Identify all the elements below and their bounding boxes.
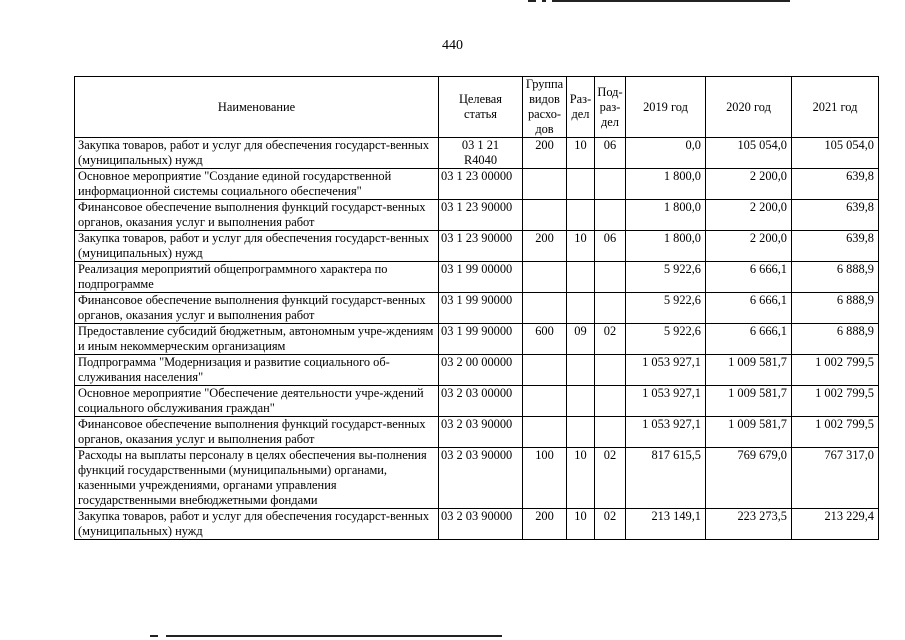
cell-name: Реализация мероприятий общепрограммного характера по подпрограмме bbox=[75, 262, 439, 293]
cell-2020: 1 009 581,7 bbox=[706, 386, 792, 417]
cell-target-text: 03 1 21 R4040 bbox=[461, 138, 500, 167]
cell-2020: 1 009 581,7 bbox=[706, 355, 792, 386]
header-2020: 2020 год bbox=[706, 77, 792, 138]
cell-2021: 639,8 bbox=[792, 169, 879, 200]
cell-2019: 1 053 927,1 bbox=[626, 417, 706, 448]
header-section: Раз-дел bbox=[567, 77, 595, 138]
header-subsection: Под-раз-дел bbox=[595, 77, 626, 138]
cell-subsection: 06 bbox=[595, 231, 626, 262]
cell-group: 200 bbox=[523, 509, 567, 540]
cell-2021: 1 002 799,5 bbox=[792, 355, 879, 386]
cell-2020: 1 009 581,7 bbox=[706, 417, 792, 448]
cell-subsection bbox=[595, 386, 626, 417]
table-row bbox=[75, 138, 879, 169]
cell-2019: 1 800,0 bbox=[626, 231, 706, 262]
table-row bbox=[75, 200, 879, 231]
cell-2019: 5 922,6 bbox=[626, 293, 706, 324]
cell-subsection: 02 bbox=[595, 509, 626, 540]
table-row bbox=[75, 231, 879, 262]
table-row bbox=[75, 386, 879, 417]
cell-2021: 639,8 bbox=[792, 231, 879, 262]
cell-target bbox=[439, 138, 523, 169]
table-row bbox=[75, 355, 879, 386]
cell-target: 03 2 03 90000 bbox=[439, 509, 523, 540]
cell-2021: 6 888,9 bbox=[792, 293, 879, 324]
cell-group: 200 bbox=[523, 138, 567, 169]
header-name: Наименование bbox=[75, 77, 439, 138]
cell-subsection bbox=[595, 169, 626, 200]
cell-section: 10 bbox=[567, 509, 595, 540]
cell-subsection bbox=[595, 293, 626, 324]
cell-group bbox=[523, 293, 567, 324]
cell-section bbox=[567, 200, 595, 231]
cell-target: 03 1 99 00000 bbox=[439, 262, 523, 293]
cell-2019: 817 615,5 bbox=[626, 448, 706, 509]
cell-2021: 767 317,0 bbox=[792, 448, 879, 509]
cell-target: 03 1 23 90000 bbox=[439, 200, 523, 231]
cell-target: 03 2 00 00000 bbox=[439, 355, 523, 386]
cell-target: 03 1 23 90000 bbox=[439, 231, 523, 262]
cell-subsection bbox=[595, 355, 626, 386]
bottom-edge-line bbox=[150, 635, 502, 637]
cell-target: 03 1 99 90000 bbox=[439, 293, 523, 324]
cell-group bbox=[523, 262, 567, 293]
table-row bbox=[75, 324, 879, 355]
header-target: Целевая статья bbox=[439, 77, 523, 138]
cell-group bbox=[523, 417, 567, 448]
cell-2021: 6 888,9 bbox=[792, 262, 879, 293]
cell-subsection bbox=[595, 417, 626, 448]
table-row bbox=[75, 293, 879, 324]
cell-section bbox=[567, 262, 595, 293]
cell-group: 200 bbox=[523, 231, 567, 262]
cell-group bbox=[523, 386, 567, 417]
cell-2019: 1 800,0 bbox=[626, 169, 706, 200]
cell-2020: 6 666,1 bbox=[706, 293, 792, 324]
cell-2020: 105 054,0 bbox=[706, 138, 792, 169]
cell-section: 10 bbox=[567, 448, 595, 509]
header-2019: 2019 год bbox=[626, 77, 706, 138]
table-row bbox=[75, 509, 879, 540]
cell-target: 03 2 03 00000 bbox=[439, 386, 523, 417]
cell-name: Финансовое обеспечение выполнения функций государст-венных органов, оказания услуг и выполнения работ bbox=[75, 200, 439, 231]
cell-2021: 1 002 799,5 bbox=[792, 386, 879, 417]
table-row bbox=[75, 169, 879, 200]
cell-section: 10 bbox=[567, 231, 595, 262]
page-number: 440 bbox=[442, 38, 463, 53]
table-header-row bbox=[75, 77, 879, 138]
cell-subsection bbox=[595, 200, 626, 231]
cell-group: 600 bbox=[523, 324, 567, 355]
budget-table bbox=[74, 76, 879, 540]
cell-target: 03 2 03 90000 bbox=[439, 448, 523, 509]
cell-2021: 6 888,9 bbox=[792, 324, 879, 355]
cell-name: Подпрограмма "Модернизация и развитие социального об-служивания населения" bbox=[75, 355, 439, 386]
header-2021: 2021 год bbox=[792, 77, 879, 138]
cell-2021: 105 054,0 bbox=[792, 138, 879, 169]
cell-section: 09 bbox=[567, 324, 595, 355]
cell-2020: 6 666,1 bbox=[706, 324, 792, 355]
cell-2020: 769 679,0 bbox=[706, 448, 792, 509]
cell-name: Расходы на выплаты персоналу в целях обеспечения вы-полнения функций государственными (муниципальными) органами, казенными учреждениями, органами управления государственными внебюджетными фондами bbox=[75, 448, 439, 509]
cell-subsection: 02 bbox=[595, 448, 626, 509]
cell-section bbox=[567, 293, 595, 324]
cell-2019: 1 053 927,1 bbox=[626, 355, 706, 386]
cell-section bbox=[567, 386, 595, 417]
cell-group bbox=[523, 355, 567, 386]
cell-name: Закупка товаров, работ и услуг для обеспечения государст-венных (муниципальных) нужд bbox=[75, 509, 439, 540]
cell-2019: 0,0 bbox=[626, 138, 706, 169]
cell-subsection: 06 bbox=[595, 138, 626, 169]
cell-target: 03 1 99 90000 bbox=[439, 324, 523, 355]
cell-2019: 1 053 927,1 bbox=[626, 386, 706, 417]
cell-2019: 5 922,6 bbox=[626, 262, 706, 293]
cell-name: Основное мероприятие "Обеспечение деятельности учре-ждений социального обслуживания граждан" bbox=[75, 386, 439, 417]
cell-2021: 639,8 bbox=[792, 200, 879, 231]
table-row bbox=[75, 262, 879, 293]
cell-2020: 2 200,0 bbox=[706, 169, 792, 200]
cell-name: Предоставление субсидий бюджетным, автономным учре-ждениям и иным некоммерческим организациям bbox=[75, 324, 439, 355]
cell-target: 03 1 23 00000 bbox=[439, 169, 523, 200]
table-row bbox=[75, 417, 879, 448]
cell-target: 03 2 03 90000 bbox=[439, 417, 523, 448]
cell-2020: 2 200,0 bbox=[706, 231, 792, 262]
table-row bbox=[75, 448, 879, 509]
cell-name: Закупка товаров, работ и услуг для обеспечения государст-венных (муниципальных) нужд bbox=[75, 231, 439, 262]
cell-section bbox=[567, 417, 595, 448]
cell-group: 100 bbox=[523, 448, 567, 509]
cell-2019: 5 922,6 bbox=[626, 324, 706, 355]
cell-name: Основное мероприятие "Создание единой государственной информационной системы социального обеспечения" bbox=[75, 169, 439, 200]
cell-group bbox=[523, 200, 567, 231]
header-group: Группа видов расхо-дов bbox=[523, 77, 567, 138]
cell-section: 10 bbox=[567, 138, 595, 169]
cell-subsection bbox=[595, 262, 626, 293]
cell-group bbox=[523, 169, 567, 200]
cell-section bbox=[567, 169, 595, 200]
cell-2021: 213 229,4 bbox=[792, 509, 879, 540]
cell-2020: 6 666,1 bbox=[706, 262, 792, 293]
cell-2020: 223 273,5 bbox=[706, 509, 792, 540]
cell-name: Финансовое обеспечение выполнения функций государст-венных органов, оказания услуг и выполнения работ bbox=[75, 417, 439, 448]
cell-2019: 213 149,1 bbox=[626, 509, 706, 540]
cell-2020: 2 200,0 bbox=[706, 200, 792, 231]
cell-section bbox=[567, 355, 595, 386]
cell-name: Финансовое обеспечение выполнения функций государст-венных органов, оказания услуг и выполнения работ bbox=[75, 293, 439, 324]
cell-name: Закупка товаров, работ и услуг для обеспечения государст-венных (муниципальных) нужд bbox=[75, 138, 439, 169]
cell-2021: 1 002 799,5 bbox=[792, 417, 879, 448]
cell-2019: 1 800,0 bbox=[626, 200, 706, 231]
cell-subsection: 02 bbox=[595, 324, 626, 355]
top-edge-line bbox=[528, 0, 790, 2]
